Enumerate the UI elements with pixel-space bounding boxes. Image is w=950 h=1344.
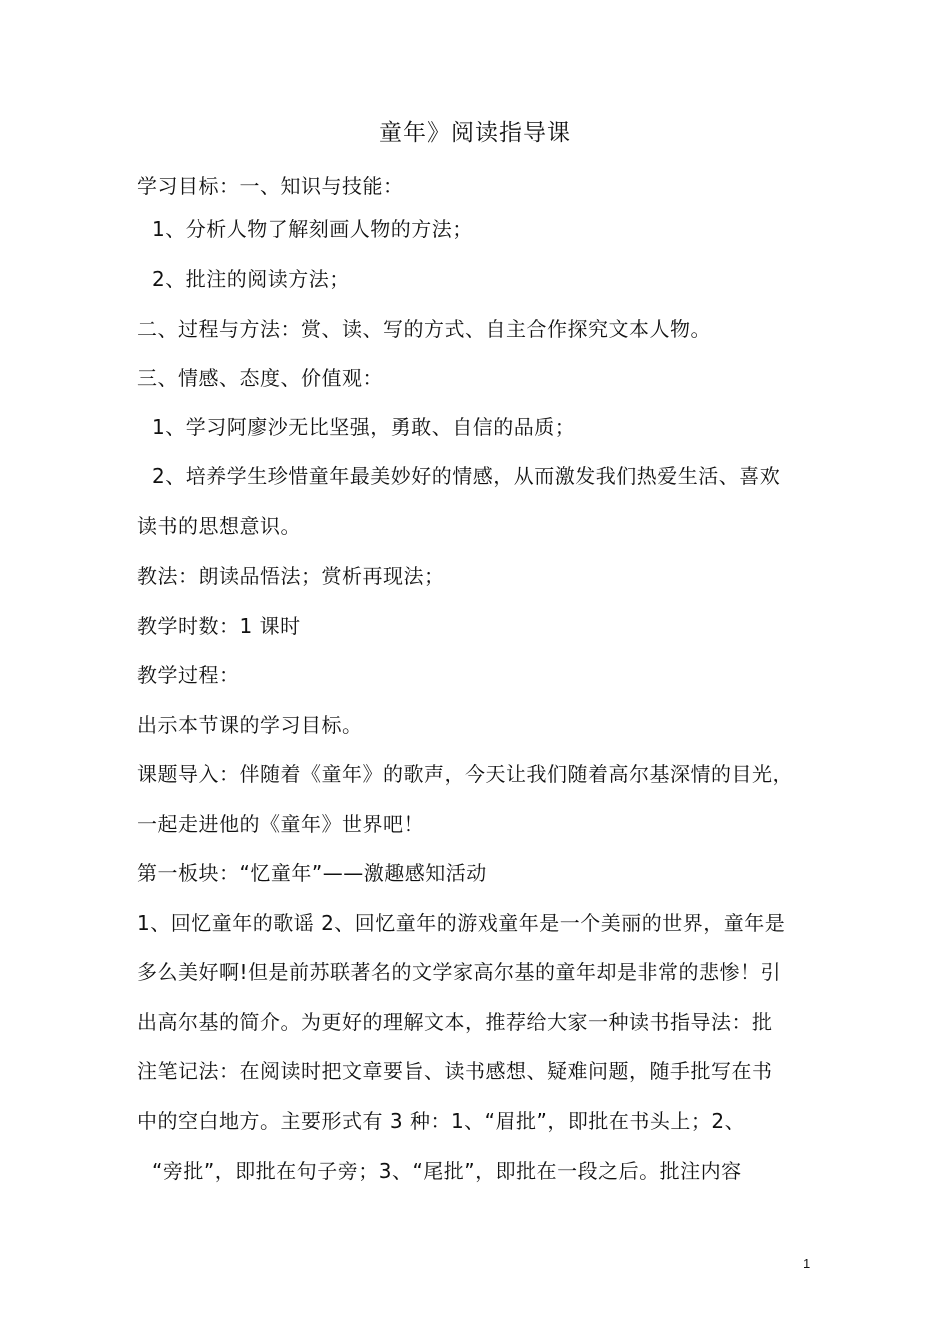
text-line: 一起走进他的《童年》世界吧！ [137, 812, 424, 836]
text-line: 出高尔基的简介。为更好的理解文本，推荐给大家一种读书指导法：批 [137, 1010, 773, 1034]
text-line: 2、批注的阅读方法； [152, 267, 350, 291]
document-title: 童年》阅读指导课 [379, 120, 571, 146]
text-line: 出示本节课的学习目标。 [137, 713, 363, 737]
text-line: 中的空白地方。主要形式有 3 种：1、“眉批”，即批在书头上；2、 [137, 1109, 746, 1133]
page-number: 1 [803, 1256, 811, 1271]
text-line: “旁批”，即批在句子旁；3、“尾批”，即批在一段之后。批注内容 [152, 1159, 742, 1183]
text-line: 三、情感、态度、价值观： [137, 366, 383, 390]
text-line: 第一板块：“忆童年”——激趣感知活动 [137, 861, 487, 885]
text-line: 学习目标：一、知识与技能： [137, 174, 404, 198]
text-line: 教学时数：1 课时 [137, 614, 301, 638]
text-line: 注笔记法：在阅读时把文章要旨、读书感想、疑难问题，随手批写在书 [137, 1059, 773, 1083]
text-line: 二、过程与方法：赏、读、写的方式、自主合作探究文本人物。 [137, 317, 711, 341]
text-line: 1、分析人物了解刻画人物的方法； [152, 217, 473, 241]
text-line: 读书的思想意识。 [137, 514, 301, 538]
text-line: 多么美好啊!但是前苏联著名的文学家高尔基的童年却是非常的悲惨！引 [137, 960, 782, 984]
text-line: 1、回忆童年的歌谣 2、回忆童年的游戏童年是一个美丽的世界，童年是 [137, 911, 786, 935]
text-line: 1、学习阿廖沙无比坚强，勇敢、自信的品质； [152, 415, 576, 439]
text-line: 2、培养学生珍惜童年最美妙好的情感，从而激发我们热爱生活、喜欢 [152, 464, 781, 488]
text-line: 课题导入：伴随着《童年》的歌声，今天让我们随着高尔基深情的目光， [137, 762, 793, 786]
text-line: 教学过程： [137, 663, 240, 687]
text-line: 教法：朗读品悟法；赏析再现法； [137, 564, 445, 588]
